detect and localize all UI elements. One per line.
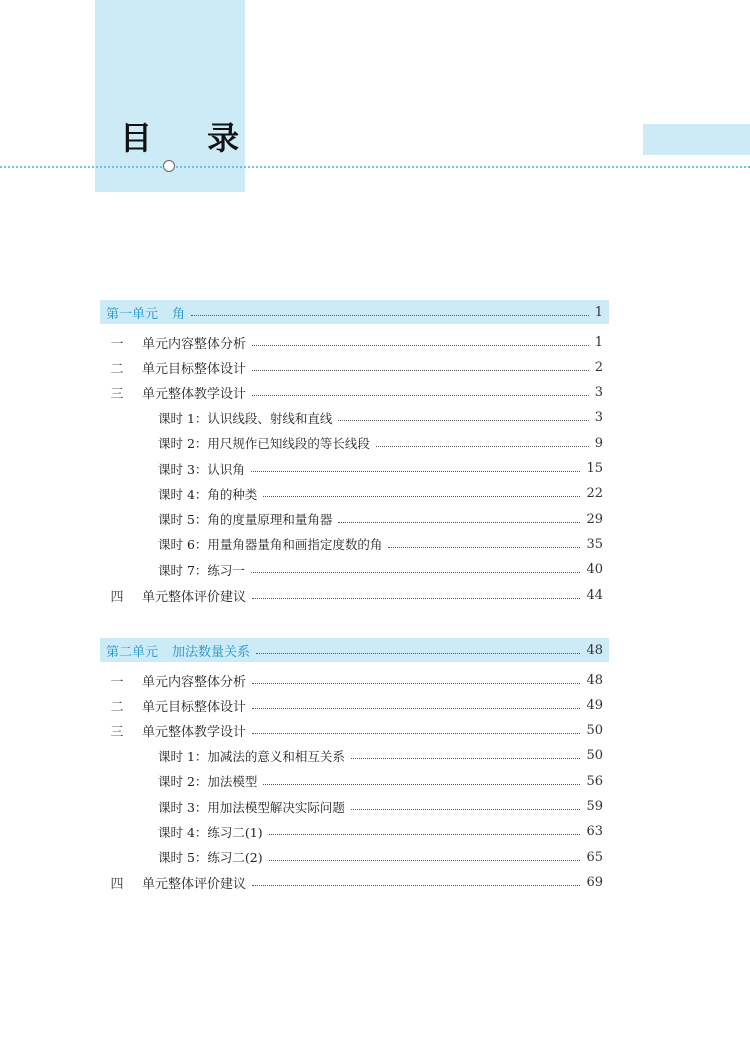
unit-heading[interactable] bbox=[100, 300, 609, 324]
entry-label: 单元目标整体设计 bbox=[142, 361, 247, 377]
page-number: 1 bbox=[594, 304, 603, 320]
unit-name: 加法数量关系 bbox=[172, 644, 251, 660]
leader-dots bbox=[351, 809, 581, 810]
page-number: 59 bbox=[586, 799, 603, 814]
entry-label: 课时 5：角的度量原理和量角器 bbox=[158, 512, 333, 528]
leader-dots bbox=[263, 784, 580, 785]
page-number: 9 bbox=[594, 435, 603, 451]
leader-dots bbox=[252, 733, 580, 734]
toc-section-entry[interactable] bbox=[100, 669, 609, 691]
section-number: 三 bbox=[110, 387, 124, 403]
entry-label: 课时 5：练习二(2) bbox=[158, 850, 263, 866]
page-number: 22 bbox=[586, 486, 603, 502]
leader-dots bbox=[338, 522, 580, 523]
page-number: 29 bbox=[586, 511, 603, 527]
toc-section-entry[interactable] bbox=[100, 584, 609, 606]
page-title: 目 录 bbox=[120, 119, 262, 157]
leader-dots bbox=[256, 653, 580, 654]
leader-dots bbox=[252, 598, 580, 599]
dotted-divider bbox=[0, 166, 750, 168]
entry-label: 课时 3：用加法模型解决实际问题 bbox=[158, 799, 345, 815]
entry-label: 课时 6：用量角器量角和画指定度数的角 bbox=[158, 537, 383, 553]
circle-icon bbox=[163, 160, 175, 172]
leader-dots bbox=[252, 395, 589, 396]
toc-lesson-entry[interactable] bbox=[100, 745, 609, 767]
toc-section-entry[interactable] bbox=[100, 694, 609, 716]
entry-label: 单元整体评价建议 bbox=[142, 876, 247, 892]
toc-lesson-entry[interactable] bbox=[100, 432, 609, 454]
leader-dots bbox=[251, 572, 581, 573]
toc-lesson-entry[interactable] bbox=[100, 846, 609, 868]
page-number: 65 bbox=[586, 849, 603, 865]
section-number: 一 bbox=[110, 674, 124, 690]
unit-label: 第一单元 bbox=[106, 306, 159, 322]
page-number: 3 bbox=[594, 410, 603, 426]
section-number: 三 bbox=[110, 725, 124, 741]
page-number: 63 bbox=[586, 824, 603, 840]
leader-dots bbox=[376, 446, 589, 447]
page-number: 2 bbox=[594, 359, 603, 375]
entry-label: 课时 2：加法模型 bbox=[158, 774, 258, 790]
page-number: 50 bbox=[586, 748, 603, 764]
leader-dots bbox=[251, 471, 581, 472]
section-number: 四 bbox=[110, 589, 124, 605]
leader-dots bbox=[252, 708, 580, 709]
toc-lesson-entry[interactable] bbox=[100, 508, 609, 530]
unit-heading[interactable] bbox=[100, 638, 609, 662]
unit-label: 第二单元 bbox=[106, 644, 159, 660]
toc-lesson-entry[interactable] bbox=[100, 821, 609, 843]
page-number: 69 bbox=[586, 874, 603, 890]
leader-dots bbox=[252, 370, 589, 371]
toc-lesson-entry[interactable] bbox=[100, 458, 609, 480]
toc-section-entry[interactable] bbox=[100, 331, 609, 353]
entry-label: 单元整体教学设计 bbox=[142, 725, 247, 741]
leader-dots bbox=[252, 885, 580, 886]
leader-dots bbox=[252, 345, 589, 346]
page-number: 44 bbox=[586, 587, 603, 603]
entry-label: 课时 7：练习一 bbox=[158, 562, 245, 578]
decorative-tab bbox=[643, 124, 750, 155]
entry-label: 课时 2：用尺规作已知线段的等长线段 bbox=[158, 436, 370, 452]
leader-dots bbox=[269, 860, 581, 861]
page-number: 56 bbox=[586, 773, 603, 789]
toc-lesson-entry[interactable] bbox=[100, 796, 609, 818]
page-number: 48 bbox=[586, 672, 603, 688]
leader-dots bbox=[191, 315, 589, 316]
section-number: 二 bbox=[110, 699, 124, 715]
leader-dots bbox=[388, 547, 580, 548]
entry-label: 单元内容整体分析 bbox=[142, 674, 247, 690]
leader-dots bbox=[269, 834, 581, 835]
section-number: 二 bbox=[110, 361, 124, 377]
unit-name: 角 bbox=[172, 306, 186, 322]
page-number: 3 bbox=[594, 385, 603, 401]
toc-section-entry[interactable] bbox=[100, 720, 609, 742]
page-number: 48 bbox=[586, 642, 603, 658]
entry-label: 课时 4：练习二(1) bbox=[158, 824, 263, 840]
entry-label: 课时 4：角的种类 bbox=[158, 486, 258, 502]
leader-dots bbox=[263, 496, 580, 497]
toc-lesson-entry[interactable] bbox=[100, 533, 609, 555]
section-number: 一 bbox=[110, 336, 124, 352]
entry-label: 课时 1：认识线段、射线和直线 bbox=[158, 410, 333, 426]
leader-dots bbox=[338, 420, 588, 421]
entry-label: 单元内容整体分析 bbox=[142, 336, 247, 352]
page-number: 1 bbox=[594, 334, 603, 350]
toc-section-entry[interactable] bbox=[100, 871, 609, 893]
leader-dots bbox=[252, 683, 580, 684]
toc-lesson-entry[interactable] bbox=[100, 770, 609, 792]
entry-label: 单元整体评价建议 bbox=[142, 589, 247, 605]
entry-label: 课时 3：认识角 bbox=[158, 461, 245, 477]
entry-label: 单元整体教学设计 bbox=[142, 387, 247, 403]
leader-dots bbox=[351, 758, 581, 759]
toc-lesson-entry[interactable] bbox=[100, 483, 609, 505]
page-number: 15 bbox=[586, 461, 603, 476]
toc-section-entry[interactable] bbox=[100, 356, 609, 378]
page-number: 40 bbox=[586, 562, 603, 578]
page-number: 49 bbox=[586, 697, 603, 713]
toc-lesson-entry[interactable] bbox=[100, 407, 609, 429]
entry-label: 课时 1：加减法的意义和相互关系 bbox=[158, 748, 345, 764]
toc-lesson-entry[interactable] bbox=[100, 559, 609, 581]
entry-label: 单元目标整体设计 bbox=[142, 699, 247, 715]
page-number: 50 bbox=[586, 723, 603, 739]
section-number: 四 bbox=[110, 876, 124, 892]
page-number: 35 bbox=[586, 536, 603, 552]
toc-section-entry[interactable] bbox=[100, 382, 609, 404]
